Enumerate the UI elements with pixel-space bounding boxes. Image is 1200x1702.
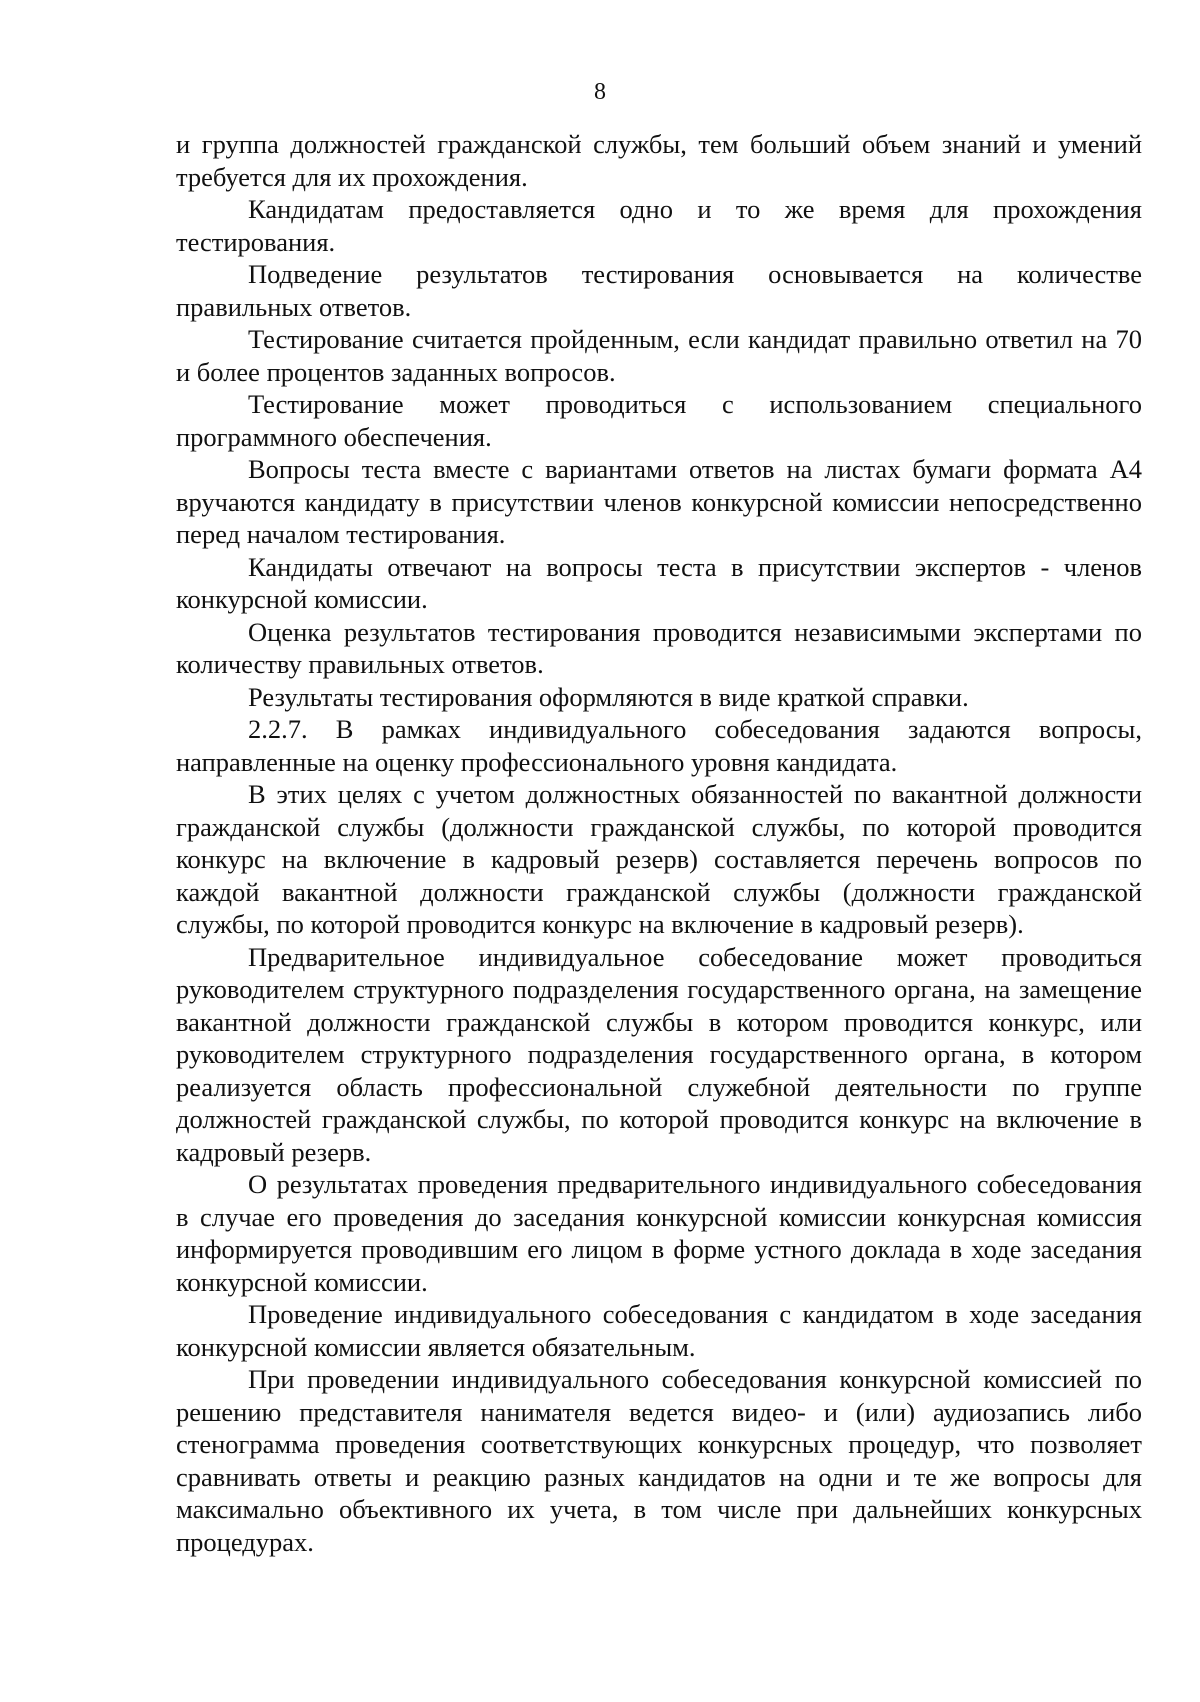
paragraph-evaluation: Оценка результатов тестирования проводится независимыми экспертами по количеству правильных ответов. — [176, 616, 1142, 679]
paragraph-experts-presence: Кандидаты отвечают на вопросы теста в присутствии экспертов - членов конкурсной комиссии. — [176, 551, 1142, 614]
paragraph-software: Тестирование может проводиться с использованием специального программного обеспечения. — [176, 389, 1142, 452]
paragraph-question-list: В этих целях с учетом должностных обязанностей по вакантной должности гражданской службы (должности гражданской службы, по которой проводится конкурс на включение в кадровый резерв) составляется перечень вопросов по каждой вакантной должности гражданской службы (должности гражданской службы, по которой проводится конкурс на включение в кадровый резерв). — [176, 779, 1142, 939]
paragraph-time-allotted: Кандидатам предоставляется одно и то же время для прохождения тестирования. — [176, 194, 1142, 257]
paragraph-pass-threshold: Тестирование считается пройденным, если кандидат правильно ответил на 70 и более процентов заданных вопросов. — [176, 324, 1142, 387]
paragraph-preliminary-results: О результатах проведения предварительного индивидуального собеседования в случае его проведения до заседания конкурсной комиссии конкурсная комиссия информируется проводившим его лицом в форме устного доклада в ходе заседания конкурсной комиссии. — [176, 1169, 1142, 1297]
page-number: 8 — [594, 79, 606, 105]
paragraph-test-papers: Вопросы теста вместе с вариантами ответов на листах бумаги формата А4 вручаются кандидату в присутствии членов конкурсной комиссии непосредственно перед началом тестирования. — [176, 454, 1142, 549]
paragraph-preliminary-interview: Предварительное индивидуальное собеседование может проводиться руководителем структурного подразделения государственного органа, на замещение вакантной должности гражданской службы в котором проводится конкурс, или руководителем структурного подразделения государственного органа, в котором реализуется область профессиональной служебной деятельности по группе должностей гражданской службы, по которой проводится конкурс на включение в кадровый резерв. — [176, 941, 1142, 1167]
paragraph-section-2-2-7: 2.2.7. В рамках индивидуального собеседования задаются вопросы, направленные на оценку профессионального уровня кандидата. — [176, 714, 1142, 777]
paragraph-mandatory-interview: Проведение индивидуального собеседования с кандидатом в ходе заседания конкурсной комиссии является обязательным. — [176, 1299, 1142, 1362]
paragraph-results-basis: Подведение результатов тестирования основывается на количестве правильных ответов. — [176, 259, 1142, 322]
paragraph-recording: При проведении индивидуального собеседования конкурсной комиссией по решению представителя нанимателя ведется видео- и (или) аудиозапись либо стенограмма проведения соответствующих конкурсных процедур, что позволяет сравнивать ответы и реакцию разных кандидатов на одни и те же вопросы для максимально объективного их учета, в том числе при дальнейших конкурсных процедурах. — [176, 1364, 1142, 1557]
document-body — [176, 128, 1142, 1558]
paragraph-continuation: и группа должностей гражданской службы, тем больший объем знаний и умений требуется для их прохождения. — [176, 129, 1142, 192]
paragraph-summary-note: Результаты тестирования оформляются в виде краткой справки. — [248, 681, 969, 712]
